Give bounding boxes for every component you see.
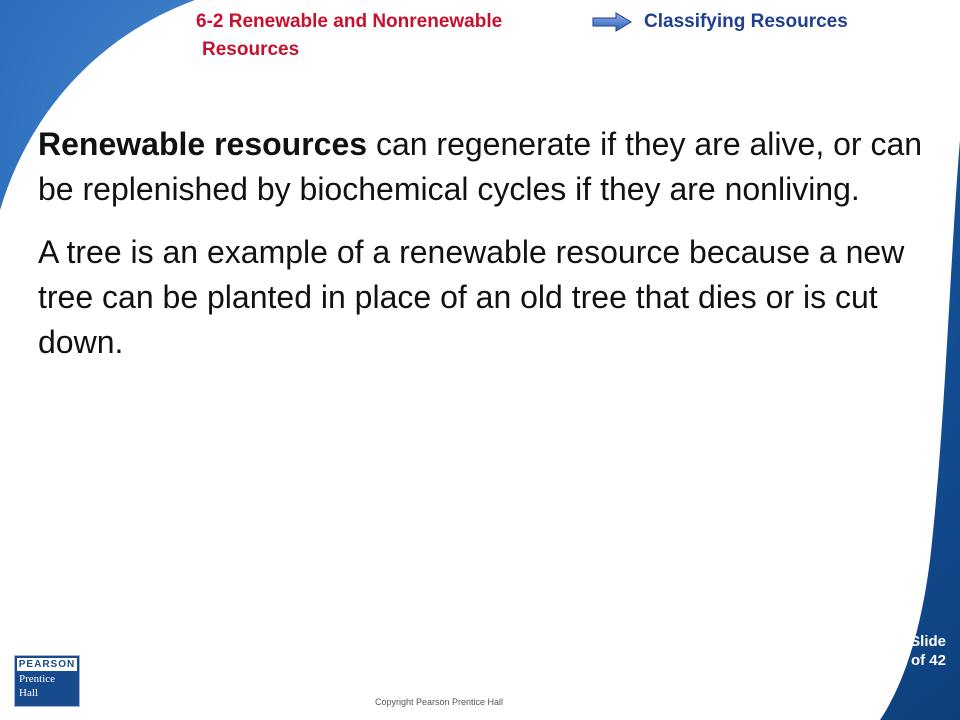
topic-title: Classifying Resources [644, 11, 848, 32]
section-title-line2: Resources [202, 39, 300, 60]
slide-number [898, 632, 946, 670]
paragraph-tree-example: A tree is an example of a renewable resource because a new tree can be planted in place of an old tree that dies or is cut down. [38, 234, 905, 360]
definition-text: can regenerate if they are alive, or can be replenished by biochemical cycles if they are nonliving. [38, 126, 923, 207]
slide-count: 2 of 42 [898, 652, 946, 669]
pearson-prentice-hall-logo [14, 655, 80, 707]
slide-body [38, 122, 928, 383]
logo-brand: PEARSON [18, 659, 76, 670]
logo-line1: Prentice [19, 673, 56, 685]
term-renewable-resources: Renewable resources [38, 126, 368, 162]
right-arrow-icon [592, 12, 632, 32]
copyright-notice: Copyright Pearson Prentice Hall [375, 697, 504, 707]
slide-label: Slide [910, 633, 946, 650]
paragraph-renewable-definition [38, 122, 928, 212]
logo-line2: Hall [19, 687, 38, 699]
section-title [196, 8, 596, 64]
section-title-line1: 6-2 Renewable and Nonrenewable [196, 11, 503, 32]
